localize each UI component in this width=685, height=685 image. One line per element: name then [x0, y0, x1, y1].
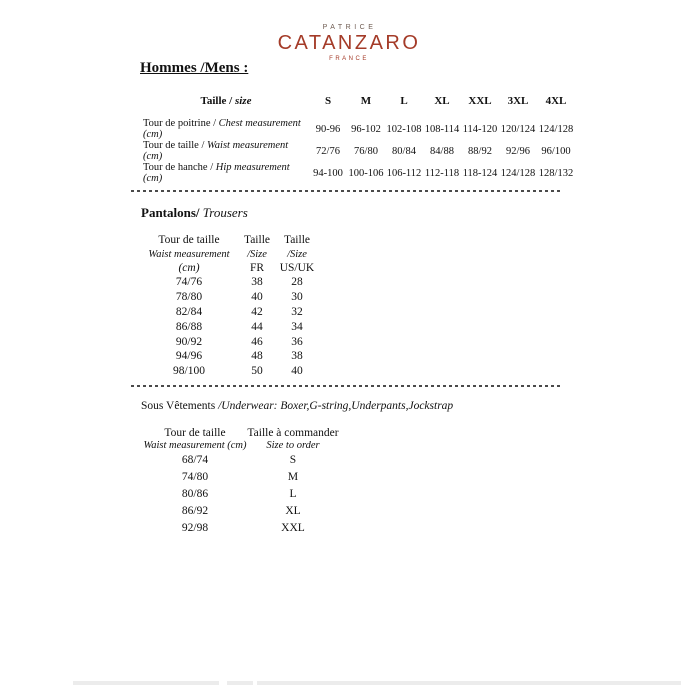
row-label [143, 162, 309, 184]
cell: 114-120 [462, 123, 498, 135]
cell: XL [285, 504, 301, 517]
table-row [143, 485, 339, 502]
cell: 80/84 [392, 145, 416, 157]
bottom-edge-artifact [257, 681, 681, 685]
table-row [143, 349, 315, 364]
cell: 76/80 [354, 145, 378, 157]
cell: 96/100 [541, 145, 571, 157]
col-header-size-to-order: Taille à commander [247, 426, 339, 439]
dashed-separator [131, 385, 563, 387]
size-col-xl: XL [434, 95, 450, 107]
cell: 108-114 [424, 123, 460, 135]
table-row-waist [143, 140, 575, 162]
cell: XXL [281, 521, 305, 534]
size-col-m: M [360, 95, 372, 107]
col-subheader: Waist measurement [148, 248, 230, 260]
table-header-row [143, 92, 575, 118]
table-row [143, 290, 315, 305]
cell: 40 [251, 291, 263, 304]
table-row [143, 334, 315, 349]
cell: 42 [251, 305, 263, 318]
cell: 78/80 [175, 291, 203, 304]
table-header-row [143, 261, 315, 275]
brand-logo-country: FRANCE [329, 56, 369, 62]
size-col-xxl: XXL [468, 95, 492, 107]
underwear-heading-en: /Underwear: Boxer,G-string,Underpants,Jockstrap [218, 400, 454, 412]
cell: 112-118 [424, 167, 460, 179]
row-label [143, 118, 309, 140]
table-header-row [143, 439, 339, 451]
trousers-size-table [143, 233, 315, 379]
underwear-size-table [143, 426, 339, 536]
col-region-fr: FR [249, 262, 265, 274]
underwear-section-heading [141, 400, 453, 412]
col-region-us: US/UK [279, 262, 315, 274]
cell: 102-108 [386, 123, 422, 135]
cell: 38 [291, 350, 303, 363]
row-label-en: Waist measurement (cm) [143, 140, 289, 162]
table-header-row [143, 426, 339, 439]
cell: 72/76 [316, 145, 340, 157]
cell: 80/86 [181, 487, 209, 500]
dashed-separator [131, 190, 563, 192]
underwear-heading-fr: Sous Vêtements [141, 400, 216, 412]
trousers-heading-en: Trousers [202, 205, 248, 220]
brand-logo-name: CATANZARO [277, 32, 421, 54]
col-subheader: Size to order [266, 439, 320, 451]
table-row [143, 319, 315, 334]
col-subheader: /Size [287, 248, 307, 260]
cell: 94/96 [175, 350, 203, 363]
brand-logo [248, 24, 448, 62]
table-row [143, 305, 315, 320]
table-row [143, 468, 339, 485]
cell: 44 [251, 320, 263, 333]
cell: 128/132 [538, 167, 574, 179]
brand-logo-top-text: PATRICE [322, 24, 377, 31]
table-row-hip [143, 162, 575, 184]
cell: 92/96 [506, 145, 530, 157]
cell: 68/74 [181, 453, 209, 466]
cell: 120/124 [500, 123, 536, 135]
row-label-en: Chest measurement (cm) [143, 118, 301, 140]
row-label-fr: Tour de taille / [143, 140, 205, 151]
cell: 28 [291, 276, 303, 289]
size-header-fr: Taille / [200, 95, 233, 107]
table-row [143, 275, 315, 290]
size-col-l: L [400, 95, 408, 107]
cell: 100-106 [348, 167, 384, 179]
col-header-fr-size: Taille [243, 234, 270, 246]
cell: 98/100 [173, 365, 205, 378]
cell: 92/98 [181, 521, 209, 534]
cell: 74/76 [175, 276, 203, 289]
cell: 94-100 [313, 167, 343, 179]
col-header-us-size: Taille [283, 234, 310, 246]
table-row [143, 451, 339, 468]
cell: 34 [291, 320, 303, 333]
row-label-fr: Tour de poitrine / [143, 118, 217, 129]
cell: 48 [251, 350, 263, 363]
cell: 36 [291, 335, 303, 348]
mens-section-heading: Hommes /Mens : [140, 60, 249, 76]
cell: 124/128 [538, 123, 574, 135]
table-row-chest [143, 118, 575, 140]
table-row [143, 502, 339, 519]
size-header-label [143, 92, 309, 118]
col-subheader: /Size [247, 248, 267, 260]
size-col-3xl: 3XL [507, 95, 529, 107]
cell: 50 [251, 365, 263, 378]
cell: L [289, 487, 297, 500]
cell: 84/88 [430, 145, 454, 157]
row-label-fr: Tour de hanche / [143, 162, 214, 173]
col-header-waist: Tour de taille [158, 234, 220, 246]
trousers-heading-fr: Pantalons/ [141, 205, 200, 220]
cell: 82/84 [175, 305, 203, 318]
cell: 32 [291, 305, 303, 318]
cell: 90-96 [315, 123, 341, 135]
row-label-en: Hip measurement (cm) [143, 162, 290, 184]
table-header-row [143, 247, 315, 261]
col-subheader: Waist measurement (cm) [143, 439, 247, 451]
cell: 124/128 [500, 167, 536, 179]
cell: 46 [251, 335, 263, 348]
cell: 40 [291, 365, 303, 378]
table-row [143, 519, 339, 536]
table-header-row [143, 233, 315, 247]
cell: 106-112 [386, 167, 422, 179]
col-unit: (cm) [178, 262, 200, 274]
size-col-4xl: 4XL [545, 95, 567, 107]
bottom-edge-artifact [227, 681, 253, 685]
cell: 74/80 [181, 470, 209, 483]
row-label [143, 140, 309, 162]
cell: 88/92 [468, 145, 492, 157]
cell: 118-124 [462, 167, 498, 179]
col-header-waist: Tour de taille [164, 426, 226, 439]
trousers-section-heading [141, 205, 248, 221]
cell: S [289, 453, 297, 466]
mens-size-table [143, 92, 575, 184]
size-col-s: S [324, 95, 332, 107]
cell: 30 [291, 291, 303, 304]
size-header-en: size [234, 95, 252, 107]
table-row [143, 364, 315, 379]
cell: M [287, 470, 299, 483]
cell: 86/88 [175, 320, 203, 333]
bottom-edge-artifact [73, 681, 219, 685]
cell: 96-102 [351, 123, 381, 135]
cell: 38 [251, 276, 263, 289]
cell: 86/92 [181, 504, 209, 517]
cell: 90/92 [175, 335, 203, 348]
